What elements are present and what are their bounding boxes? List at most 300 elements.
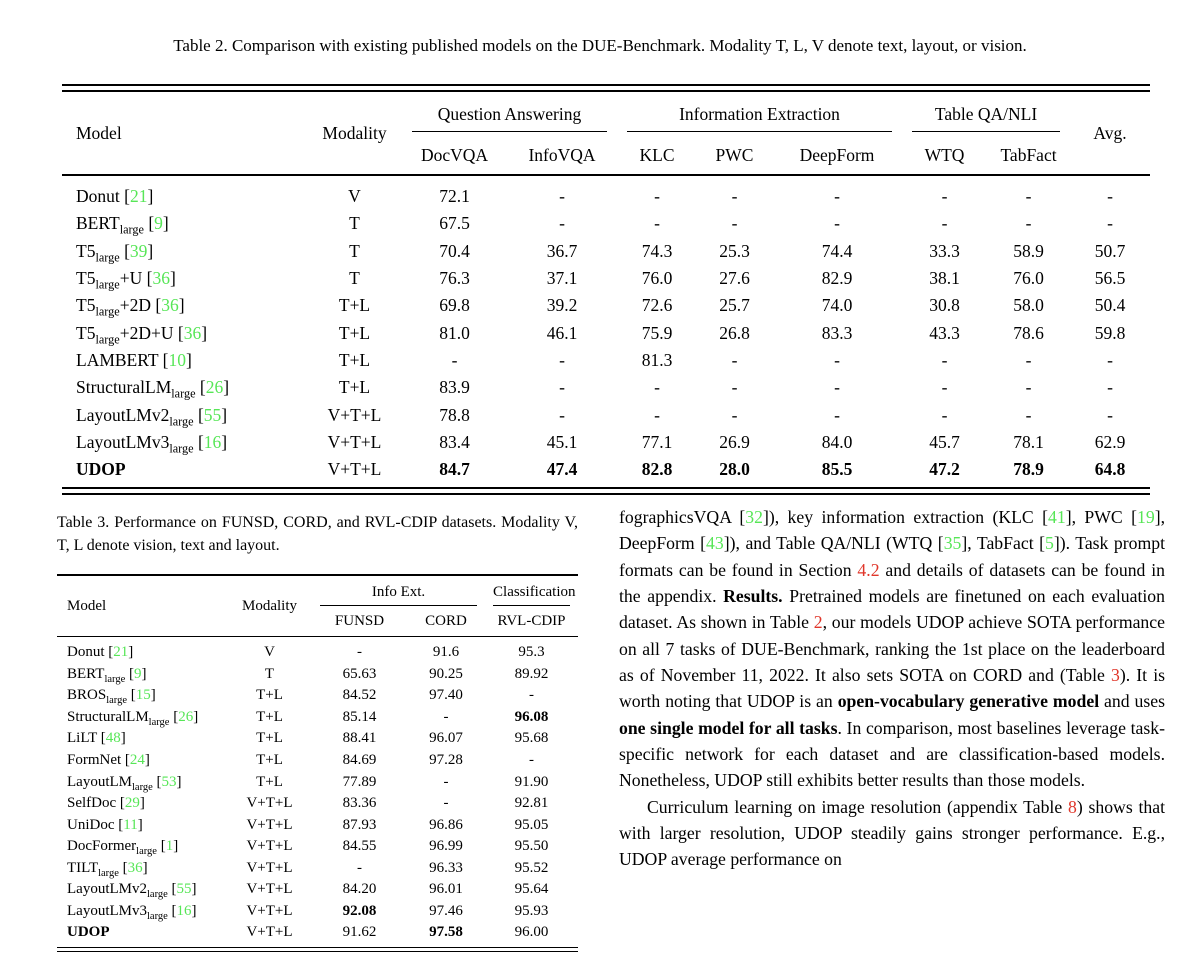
text-segment: ]: [144, 752, 150, 768]
table2-container: [62, 84, 1150, 495]
metric-value: 46.1: [546, 322, 578, 343]
citation-link[interactable]: 36: [152, 268, 170, 289]
metric-value: 28.0: [719, 459, 750, 480]
citation-link[interactable]: 15: [135, 687, 151, 704]
text-segment: [: [156, 838, 166, 855]
metric-value: 72.1: [439, 186, 470, 207]
metric-value: 84.69: [342, 752, 377, 768]
text-segment: . In comparison, most baselines leverage task-specific network for each dataset and are classification-based models. Nonetheless, UDOP still exhibits better results than those models.: [619, 717, 1165, 791]
text-segment: ]: [191, 881, 197, 898]
metric-value: 88.41: [342, 730, 377, 747]
subscript-text: large: [119, 222, 144, 237]
subscript-text: large: [169, 441, 194, 456]
model-name: [57, 836, 227, 858]
subscript-text: large: [171, 386, 196, 401]
metric-value: -: [834, 213, 840, 234]
ref-link[interactable]: 4.2: [857, 559, 880, 580]
metric-value: 62.9: [1094, 431, 1126, 452]
text-segment: ]: [141, 665, 147, 682]
text-segment: , our models UDOP achieve SOTA performance on all 7 tasks of DUE-Benchmark, ranking the 1st place on the leaderboard as of November 11, 2022. It also sets SOTA on CORD and (Table: [619, 612, 1165, 686]
metric-value: 85.5: [821, 459, 853, 480]
subscript-text: large: [132, 781, 153, 793]
body-paragraph: [619, 504, 1165, 794]
model-name: [62, 265, 307, 292]
citation-link[interactable]: 41: [1048, 507, 1066, 527]
text-segment: ]: [173, 838, 179, 855]
metric-value: 84.20: [342, 881, 377, 898]
ref-link[interactable]: 2: [813, 612, 823, 633]
text-segment: ]: [201, 322, 208, 343]
metric-value: 74.3: [641, 240, 673, 261]
modality-value: T+L: [256, 687, 283, 704]
metric-value: 97.58: [429, 924, 463, 941]
text-segment: ]: [137, 816, 143, 833]
metric-value: -: [731, 349, 738, 370]
group-header-table-qa-nli: [902, 92, 1070, 136]
subscript-text: large: [95, 277, 120, 292]
citation-link[interactable]: 5: [1045, 533, 1054, 554]
metric-value: 89.92: [514, 665, 549, 682]
text-segment: T5: [76, 268, 96, 289]
table-row: [57, 836, 578, 858]
column-header-model: Model: [57, 576, 227, 637]
citation-link[interactable]: 16: [203, 431, 222, 452]
metric-value: 96.07: [429, 730, 463, 747]
text-segment: +U [: [119, 268, 153, 289]
metric-value: 81.3: [641, 349, 673, 370]
table-row: [62, 265, 1150, 292]
table-row: [62, 175, 1150, 210]
model-name: [57, 901, 227, 923]
column-header-modality: Modality: [307, 92, 402, 175]
text-segment: LAMBERT [: [76, 349, 169, 370]
group-header-label: Information Extraction: [627, 96, 892, 132]
metric-value: -: [941, 186, 948, 207]
text-segment: ], TabFact [: [961, 533, 1046, 554]
text-segment: ]: [176, 773, 182, 790]
metric-value: 90.25: [429, 665, 463, 682]
text-segment: ]: [147, 240, 154, 261]
metric-value: 92.08: [342, 902, 377, 919]
metric-value: 33.3: [929, 240, 960, 261]
text-segment: ) shows that with larger resolution, UDOP steadily gains stronger performance. E.g., UDOP average performance on: [619, 796, 1166, 870]
metric-value: 65.63: [342, 665, 377, 682]
metric-value: -: [834, 377, 840, 398]
citation-link[interactable]: 9: [133, 665, 142, 682]
modality-value: T+L: [256, 730, 283, 747]
metric-value: 95.68: [514, 730, 549, 747]
text-segment: one single model for all tasks: [619, 717, 838, 738]
metric-value: -: [1025, 186, 1032, 207]
metric-value: -: [731, 377, 738, 398]
metric-value: -: [559, 377, 565, 398]
table-row: [62, 401, 1150, 428]
ref-link[interactable]: 8: [1067, 796, 1077, 817]
modality-value: V+T+L: [246, 881, 293, 898]
text-segment: ]: [185, 349, 192, 370]
table-row: [62, 319, 1150, 346]
metric-value: 37.1: [546, 268, 578, 289]
citation-link[interactable]: 29: [124, 795, 140, 812]
metric-value: 83.4: [439, 431, 470, 452]
model-name: [57, 771, 227, 793]
column-header-klc: KLC: [617, 136, 697, 175]
modality-value: T+L: [338, 349, 371, 370]
metric-value: -: [731, 213, 738, 234]
modality-value: V+T+L: [246, 924, 293, 941]
text-segment: ], DeepForm [: [619, 507, 1166, 554]
text-segment: ]: [147, 186, 154, 207]
metric-value: 78.8: [439, 404, 470, 425]
metric-value: -: [1107, 186, 1113, 207]
modality-value: V+T+L: [327, 431, 382, 452]
metric-value: -: [731, 186, 738, 207]
text-segment: T5: [76, 240, 96, 261]
text-segment: BERT: [67, 665, 105, 682]
metric-value: 81.0: [439, 322, 470, 343]
citation-link[interactable]: 11: [123, 816, 138, 833]
metric-value: 91.6: [432, 644, 460, 661]
text-segment: LayoutLMv3: [67, 902, 147, 919]
metric-value: 47.4: [546, 459, 578, 480]
text-segment: BROS: [67, 687, 107, 704]
text-segment: LayoutLM: [67, 773, 132, 790]
subscript-text: large: [136, 846, 157, 858]
text-segment: ], PWC [: [1065, 507, 1138, 527]
group-header-label: Question Answering: [412, 96, 607, 132]
citation-link[interactable]: 1: [165, 838, 174, 855]
citation-link[interactable]: 24: [129, 752, 145, 768]
modality-value: V: [348, 186, 361, 207]
citation-link[interactable]: 55: [203, 404, 222, 425]
metric-value: 45.7: [929, 431, 960, 452]
model-name: [57, 814, 227, 836]
model-name: [57, 707, 227, 729]
text-segment: open-vocabulary generative model: [837, 691, 1100, 712]
text-segment: ). It is worth noting that UDOP is an: [619, 665, 1166, 712]
text-segment: ]: [150, 687, 156, 704]
text-segment: StructuralLM: [67, 708, 149, 725]
modality-value: V+T+L: [246, 795, 293, 812]
metric-value: -: [1107, 377, 1113, 398]
column-header-infovqa: InfoVQA: [507, 136, 617, 175]
text-segment: T5: [76, 322, 96, 343]
group-header-question-answering: [402, 92, 617, 136]
metric-value: 84.52: [342, 687, 377, 704]
table-row: [57, 707, 578, 729]
modality-value: T+L: [256, 708, 283, 725]
metric-value: 85.14: [342, 708, 377, 725]
metric-value: -: [559, 213, 565, 234]
metric-value: 59.8: [1094, 322, 1126, 343]
metric-value: 78.6: [1013, 322, 1044, 343]
metric-value: -: [1025, 349, 1032, 370]
model-name: [62, 374, 307, 401]
metric-value: 97.40: [429, 687, 463, 704]
subscript-text: large: [148, 716, 170, 728]
text-segment: and uses: [1099, 691, 1166, 712]
model-name: [62, 429, 307, 456]
text-segment: LayoutLMv2: [67, 881, 147, 898]
metric-value: 78.1: [1013, 431, 1044, 452]
modality-value: V: [264, 644, 275, 661]
metric-value: 83.9: [439, 377, 470, 398]
table-row: [57, 664, 578, 686]
metric-value: -: [1025, 404, 1032, 425]
table-row: [62, 456, 1150, 487]
text-segment: ]: [162, 213, 169, 234]
metric-value: -: [529, 687, 535, 704]
column-header-docvqa: DocVQA: [402, 136, 507, 175]
citation-link[interactable]: 36: [183, 322, 202, 343]
metric-value: 56.5: [1094, 268, 1126, 289]
metric-value: -: [941, 349, 948, 370]
text-segment: ]: [139, 795, 145, 812]
table-row: [57, 857, 578, 879]
text-segment: LayoutLMv3: [76, 431, 170, 452]
metric-value: -: [357, 859, 362, 876]
text-segment: [: [143, 213, 155, 234]
metric-value: 84.7: [439, 459, 470, 480]
modality-value: V+T+L: [246, 816, 293, 833]
model-name: [62, 175, 307, 210]
model-name: [62, 347, 307, 374]
modality-value: T: [349, 213, 360, 234]
table-row: [57, 685, 578, 707]
metric-value: 96.00: [514, 924, 549, 941]
text-segment: UDOP: [76, 459, 126, 480]
metric-value: 75.9: [641, 322, 673, 343]
metric-value: 45.1: [546, 431, 578, 452]
metric-value: 97.46: [429, 902, 463, 919]
modality-value: T+L: [338, 322, 371, 343]
metric-value: 84.0: [821, 431, 853, 452]
metric-value: 95.64: [514, 881, 549, 898]
metric-value: 74.4: [821, 240, 853, 261]
column-header-wtq: WTQ: [902, 136, 987, 175]
table2-due-benchmark: [62, 92, 1150, 487]
table3-bottom-rule: [57, 947, 578, 952]
citation-link[interactable]: 26: [178, 708, 194, 725]
table-row: [57, 814, 578, 836]
citation-link[interactable]: 10: [168, 349, 186, 370]
text-segment: ]), and Table QA/NLI (WTQ [: [723, 533, 944, 554]
metric-value: 74.0: [821, 295, 853, 316]
metric-value: -: [834, 349, 840, 370]
metric-value: 26.8: [719, 322, 750, 343]
table-row: [57, 793, 578, 815]
metric-value: -: [654, 377, 660, 398]
modality-value: T+L: [338, 295, 371, 316]
metric-value: 91.90: [514, 773, 549, 790]
table-row: [57, 771, 578, 793]
text-segment: ]: [142, 859, 148, 876]
metric-value: 77.89: [342, 773, 377, 790]
text-segment: TILT: [67, 859, 99, 876]
text-segment: ]: [221, 404, 228, 425]
metric-value: -: [941, 404, 948, 425]
text-segment: UDOP: [67, 924, 110, 941]
metric-value: -: [1107, 349, 1113, 370]
text-segment: [: [195, 377, 206, 398]
metric-value: -: [834, 186, 840, 207]
group-header-label: Table QA/NLI: [912, 96, 1060, 132]
text-segment: SelfDoc [: [67, 795, 125, 812]
subscript-text: large: [95, 304, 120, 319]
table-row: [62, 210, 1150, 237]
subscript-text: large: [106, 695, 127, 707]
table-row: [62, 292, 1150, 319]
text-segment: [: [125, 665, 134, 682]
metric-value: -: [941, 377, 948, 398]
citation-link[interactable]: 39: [129, 240, 148, 261]
metric-value: 95.93: [514, 902, 549, 919]
text-segment: LayoutLMv2: [76, 404, 170, 425]
text-segment: +2D+U [: [119, 322, 184, 343]
table-row: [62, 374, 1150, 401]
column-header-avg: Avg.: [1070, 92, 1150, 175]
body-paragraph: [619, 794, 1165, 873]
metric-value: 92.81: [514, 795, 549, 812]
metric-value: -: [834, 404, 840, 425]
metric-value: 76.3: [439, 268, 470, 289]
text-segment: UniDoc [: [67, 816, 124, 833]
metric-value: 96.86: [429, 816, 463, 833]
metric-value: -: [443, 708, 449, 725]
metric-value: 30.8: [929, 295, 960, 316]
column-header-deepform: DeepForm: [772, 136, 902, 175]
model-name: [62, 238, 307, 265]
text-segment: fographicsVQA [: [619, 507, 746, 527]
table3-rules-wrap: [57, 574, 578, 952]
metric-value: -: [731, 404, 738, 425]
column-header-pwc: PWC: [697, 136, 772, 175]
modality-value: T: [264, 665, 275, 682]
model-name: [62, 319, 307, 346]
citation-link[interactable]: 36: [161, 295, 179, 316]
metric-value: 50.7: [1094, 240, 1126, 261]
subscript-text: large: [95, 250, 120, 265]
text-segment: [: [119, 240, 130, 261]
text-segment: and details of datasets can be found in the appendix.: [619, 559, 1165, 607]
metric-value: -: [357, 644, 362, 661]
metric-value: -: [941, 213, 948, 234]
metric-value: 36.7: [546, 240, 578, 261]
citation-link[interactable]: 32: [745, 507, 763, 527]
metric-value: 95.50: [514, 838, 549, 855]
citation-link[interactable]: 48: [105, 730, 121, 747]
table3-caption: Table 3. Performance on FUNSD, CORD, and RVL-CDIP datasets. Modality V, T, L denote vision, text and layout.: [57, 514, 578, 554]
modality-value: V+T+L: [246, 838, 293, 855]
metric-value: -: [559, 404, 565, 425]
metric-value: 38.1: [929, 268, 960, 289]
text-segment: [: [169, 708, 179, 725]
text-segment: T5: [76, 295, 96, 316]
model-name: [57, 750, 227, 772]
table-row: [62, 238, 1150, 265]
text-segment: Curriculum learning on image resolution (appendix Table: [647, 796, 1068, 817]
citation-link[interactable]: 53: [161, 773, 177, 790]
model-name: [57, 922, 227, 947]
metric-value: 50.4: [1094, 295, 1126, 316]
metric-value: -: [654, 404, 660, 425]
text-segment: [: [167, 881, 177, 898]
citation-link[interactable]: 21: [129, 186, 148, 207]
text-segment: ]: [178, 295, 185, 316]
model-name: [62, 456, 307, 487]
metric-value: 95.3: [518, 644, 545, 661]
text-segment: DocFormer: [67, 838, 137, 855]
text-segment: Pretrained models are finetuned on each evaluation dataset. As shown in Table: [619, 586, 1165, 633]
model-name: [57, 879, 227, 901]
metric-value: 64.8: [1094, 459, 1126, 480]
metric-value: 76.0: [1013, 268, 1044, 289]
subscript-text: large: [95, 332, 120, 347]
text-segment: BERT: [76, 213, 120, 234]
citation-link[interactable]: 35: [943, 533, 962, 554]
metric-value: 25.3: [719, 240, 750, 261]
table-row: [57, 922, 578, 947]
citation-link[interactable]: 26: [205, 377, 224, 398]
model-name: [57, 685, 227, 707]
table2-top-rule: [62, 84, 1150, 92]
model-name: [57, 637, 227, 664]
metric-value: 83.3: [821, 322, 853, 343]
text-segment: Donut [: [67, 644, 114, 661]
metric-value: -: [559, 186, 565, 207]
body-text-column: [619, 504, 1165, 873]
metric-value: 91.62: [342, 924, 377, 941]
metric-value: 84.55: [342, 838, 377, 855]
column-header-rvl-cdip: RVL-CDIP: [485, 607, 578, 637]
model-name: [57, 793, 227, 815]
metric-value: 27.6: [719, 268, 750, 289]
citation-link[interactable]: 16: [176, 902, 192, 919]
metric-value: 77.1: [641, 431, 673, 452]
citation-link[interactable]: 21: [113, 644, 129, 661]
table-row: [57, 901, 578, 923]
citation-link[interactable]: 19: [1137, 507, 1155, 527]
table2-bottom-rule: [62, 487, 1150, 495]
text-segment: Donut [: [76, 186, 130, 207]
table-row: [57, 728, 578, 750]
ref-link[interactable]: 3: [1110, 665, 1120, 686]
citation-link[interactable]: 43: [706, 533, 724, 554]
metric-value: -: [529, 752, 535, 768]
text-segment: ]: [223, 377, 230, 398]
table-row: [57, 879, 578, 901]
text-segment: +2D [: [119, 295, 162, 316]
metric-value: 72.6: [641, 295, 673, 316]
subscript-text: large: [104, 673, 126, 685]
metric-value: 39.2: [546, 295, 578, 316]
metric-value: -: [654, 213, 660, 234]
metric-value: -: [654, 186, 660, 207]
text-segment: StructuralLM: [76, 377, 172, 398]
column-header-cord: CORD: [407, 607, 485, 637]
citation-link[interactable]: 55: [176, 881, 192, 898]
metric-value: 25.7: [719, 295, 750, 316]
citation-link[interactable]: 36: [127, 859, 143, 876]
modality-value: T+L: [256, 752, 283, 768]
model-name: [57, 728, 227, 750]
citation-link[interactable]: 9: [154, 213, 163, 234]
metric-value: 47.2: [929, 459, 960, 480]
metric-value: -: [1025, 377, 1032, 398]
subscript-text: large: [169, 414, 194, 429]
model-name: [62, 401, 307, 428]
table3-funsd-cord-rvlcdip: [57, 576, 578, 947]
